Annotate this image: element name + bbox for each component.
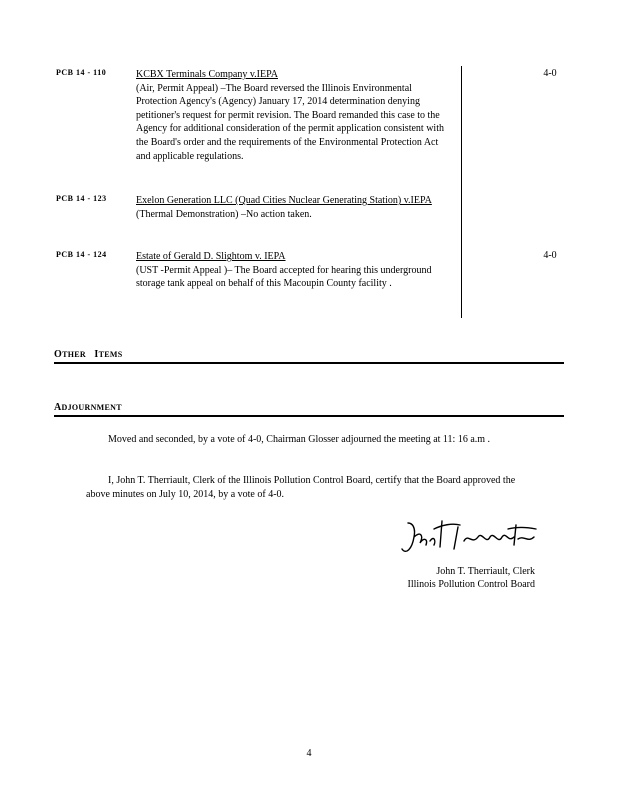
page-number: 4	[306, 748, 312, 759]
case-title: Exelon Generation LLC (Quad Cities Nuclear Generating Station) v.IEPA	[136, 195, 432, 206]
adjournment-paragraph: Moved and seconded, by a vote of 4-0, Chairman Glosser adjourned the meeting at 11: 16 a.m .	[108, 434, 491, 445]
signature-name: John T. Therriault, Clerk	[436, 566, 535, 577]
case-description: (UST -Permit Appeal )– The Board accepted for hearing this underground storage tank appeal on behalf of this Macoupin County facility .	[136, 264, 432, 290]
case-vote: 4-0	[543, 250, 557, 261]
case-vote: 4-0	[543, 68, 557, 79]
case-title: KCBX Terminals Company v.IEPA	[136, 69, 278, 80]
signature-block	[380, 565, 535, 591]
case-number: PCB 14 - 110	[56, 68, 107, 77]
case-description: (Thermal Demonstration) –No action taken.	[136, 208, 312, 220]
certification-paragraph: I, John T. Therriault, Clerk of the Illinois Pollution Control Board, certify that the Board approved the above minutes on July 10, 2014, by a vote of 4-0.	[86, 475, 516, 500]
signature-org: Illinois Pollution Control Board	[407, 579, 535, 590]
case-number: PCB 14 - 124	[56, 250, 107, 259]
case-number: PCB 14 - 123	[56, 194, 107, 203]
handwritten-signature	[398, 515, 548, 560]
case-title: Estate of Gerald D. Slightom v. IEPA	[136, 251, 286, 262]
section-heading-other-items: OTHER ITEMS	[54, 349, 564, 364]
column-divider	[461, 66, 462, 318]
case-description: (Air, Permit Appeal) –The Board reversed the Illinois Environmental Protection Agency's (Agency) January 17, 2014 determination denying petitioner's request for permit revision. The Board remanded this case to the Agency for additional consideration of the permit application consistent with the Board's order and the requirements of the Environmental Protection Act and applicable regulations.	[136, 82, 444, 162]
section-heading-adjournment: ADJOURNMENT	[54, 402, 564, 417]
